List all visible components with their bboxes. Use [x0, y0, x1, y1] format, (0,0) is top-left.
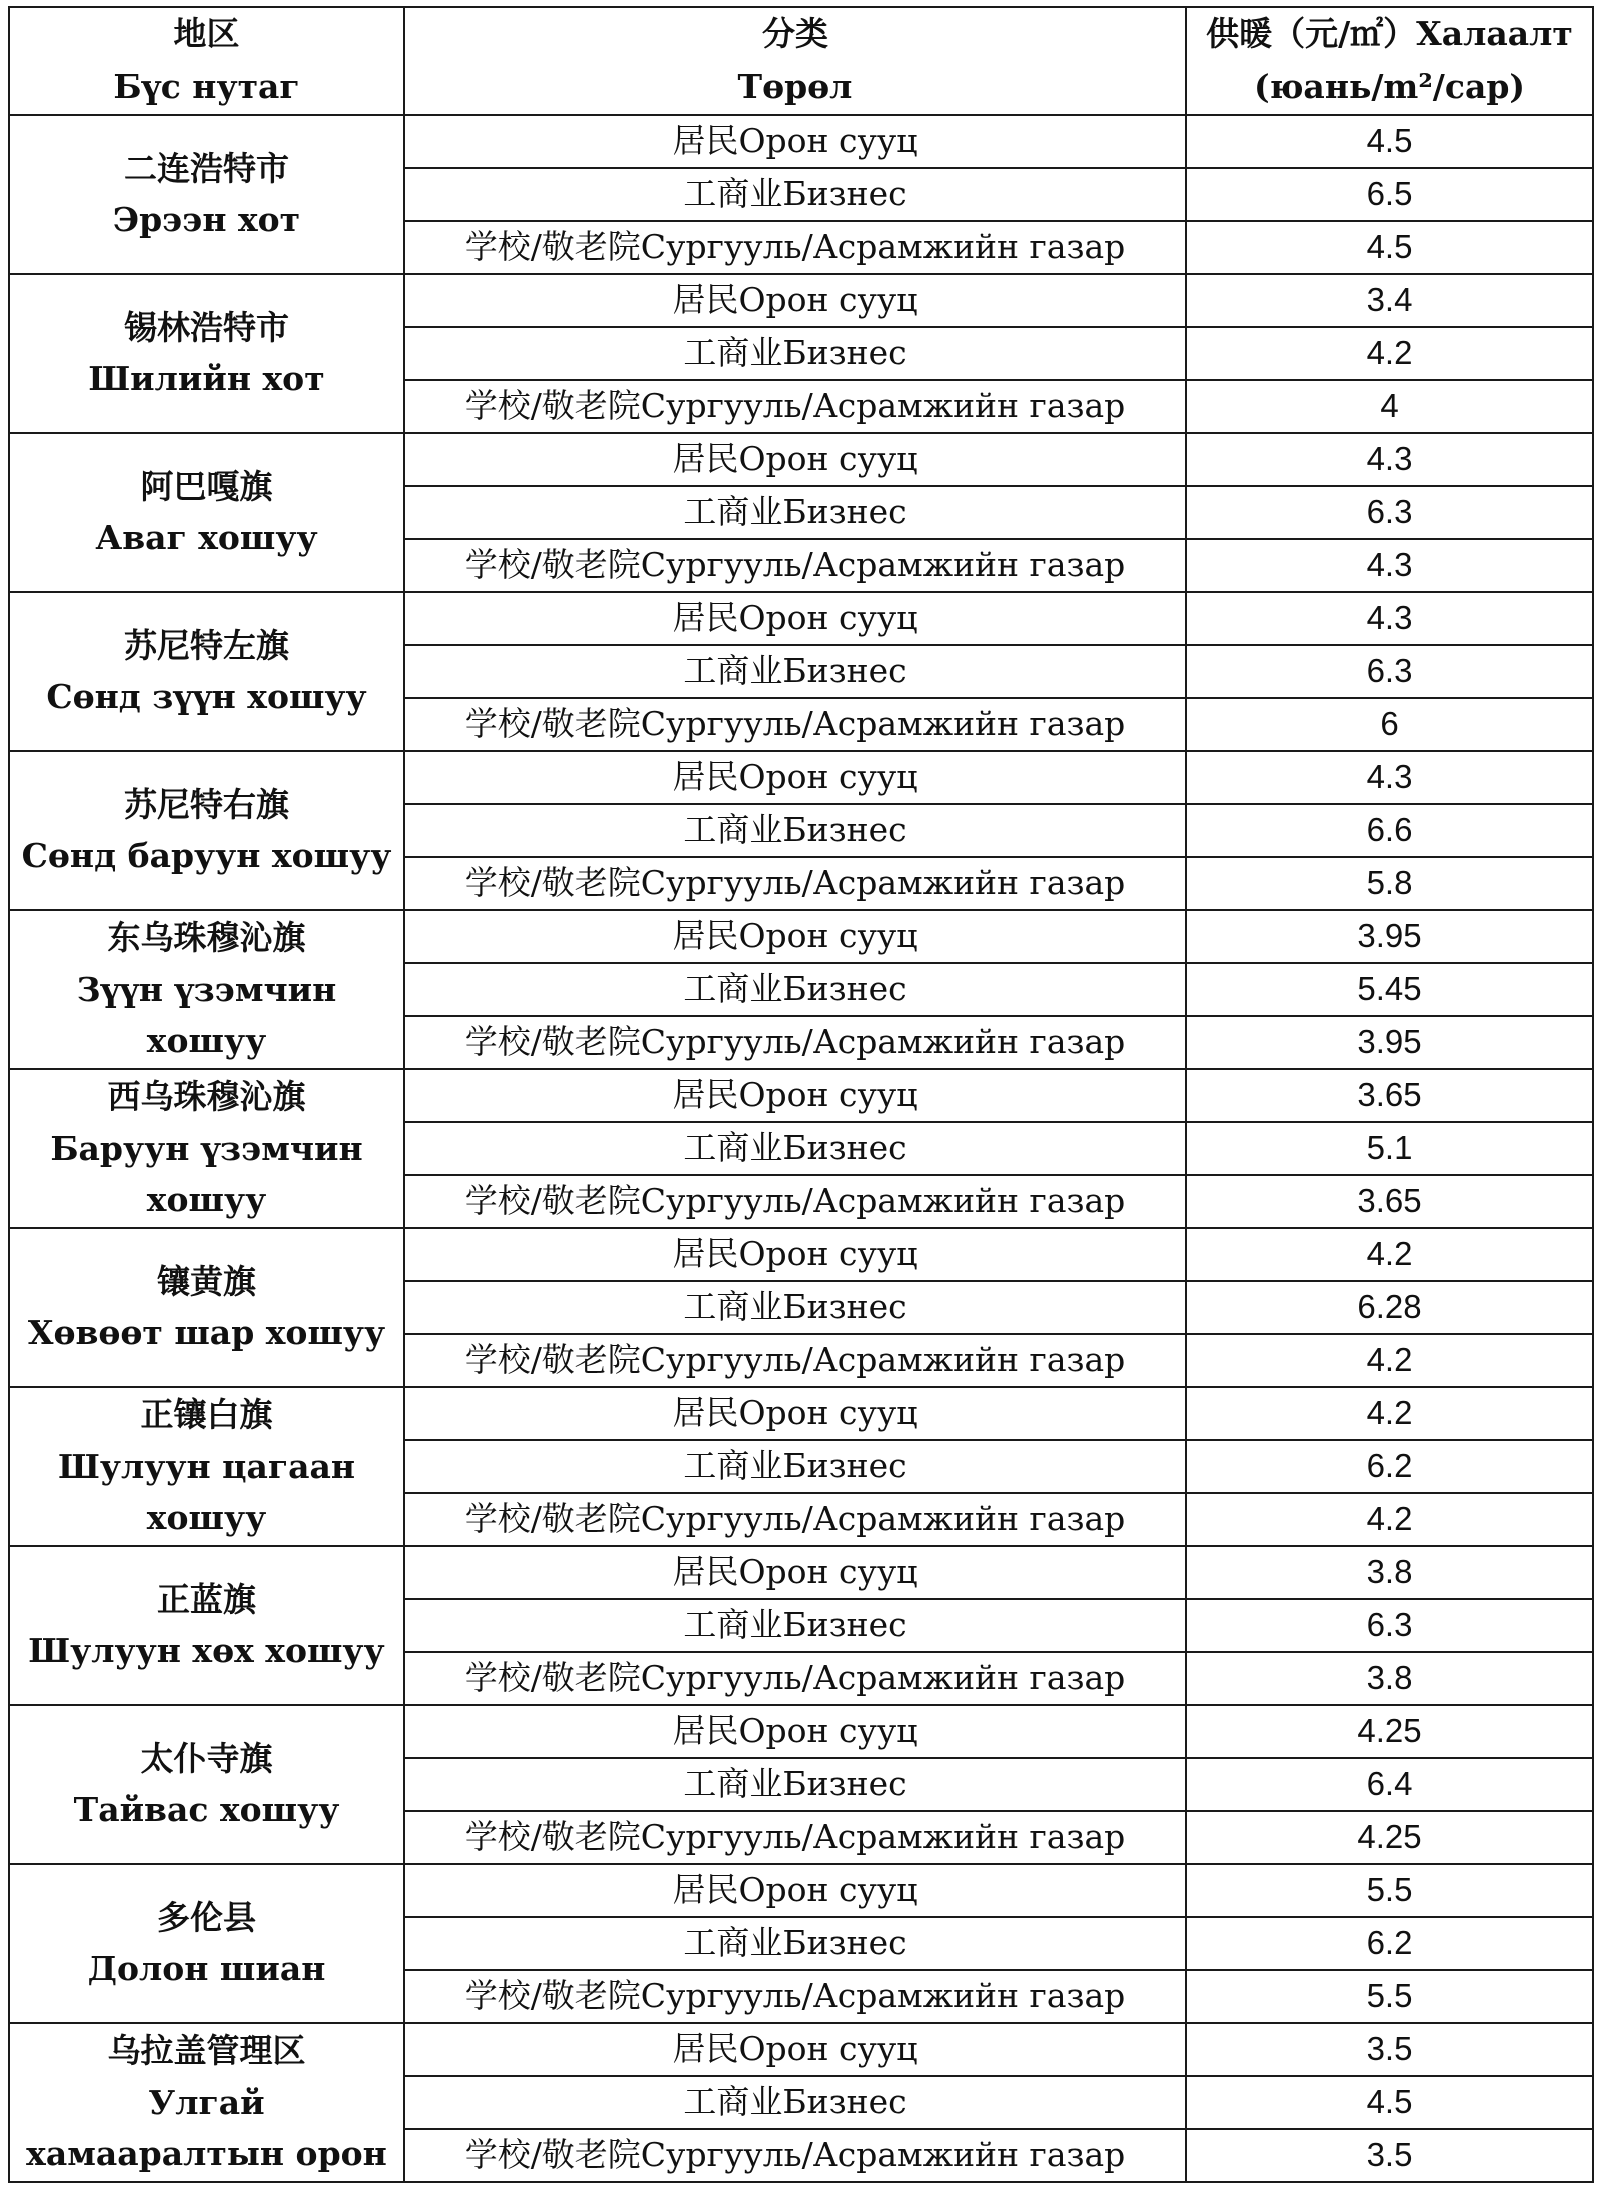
region-name-mn: Баруун үзэмчин хошуу [50, 1128, 363, 1219]
region-cell [9, 433, 404, 592]
table-row [9, 274, 1593, 327]
header-category-mn: Төрөл [737, 66, 853, 106]
price-cell: 6.6 [1186, 804, 1593, 857]
price-cell: 3.5 [1186, 2129, 1593, 2182]
region-name-mn: Хөвөөт шар хошуу [27, 1313, 386, 1353]
category-cell-business: 工商业Бизнес [404, 963, 1186, 1016]
category-cell-residential: 居民Орон сууц [404, 274, 1186, 327]
price-cell: 5.1 [1186, 1122, 1593, 1175]
price-cell: 5.45 [1186, 963, 1593, 1016]
category-cell-school: 学校/敬老院Сургууль/Асрамжийн газар [404, 1970, 1186, 2023]
category-cell-business: 工商业Бизнес [404, 1440, 1186, 1493]
region-cell [9, 751, 404, 910]
price-cell: 4.2 [1186, 1228, 1593, 1281]
category-cell-school: 学校/敬老院Сургууль/Асрамжийн газар [404, 1334, 1186, 1387]
price-cell: 4.5 [1186, 221, 1593, 274]
category-cell-residential: 居民Орон сууц [404, 1705, 1186, 1758]
table-row [9, 433, 1593, 486]
table-row [9, 751, 1593, 804]
table-row [9, 1546, 1593, 1599]
region-name-cn: 镶黄旗 [157, 1261, 256, 1301]
category-cell-school: 学校/敬老院Сургууль/Асрамжийн газар [404, 2129, 1186, 2182]
category-cell-business: 工商业Бизнес [404, 1917, 1186, 1970]
price-cell: 4.25 [1186, 1705, 1593, 1758]
category-cell-business: 工商业Бизнес [404, 2076, 1186, 2129]
price-cell: 6.2 [1186, 1440, 1593, 1493]
header-row [9, 7, 1593, 115]
price-cell: 4.2 [1186, 1493, 1593, 1546]
region-name-cn: 多伦县 [157, 1897, 256, 1937]
category-cell-residential: 居民Орон сууц [404, 1228, 1186, 1281]
category-cell-residential: 居民Орон сууц [404, 592, 1186, 645]
category-cell-school: 学校/敬老院Сургууль/Асрамжийн газар [404, 380, 1186, 433]
category-cell-business: 工商业Бизнес [404, 168, 1186, 221]
table-row [9, 592, 1593, 645]
region-cell [9, 2023, 404, 2182]
category-cell-school: 学校/敬老院Сургууль/Асрамжийн газар [404, 857, 1186, 910]
price-cell: 6.4 [1186, 1758, 1593, 1811]
price-cell: 4.25 [1186, 1811, 1593, 1864]
price-cell: 3.65 [1186, 1175, 1593, 1228]
region-cell [9, 1546, 404, 1705]
table-row [9, 1069, 1593, 1122]
price-cell: 3.8 [1186, 1546, 1593, 1599]
category-cell-residential: 居民Орон сууц [404, 1069, 1186, 1122]
header-category-cn: 分类 [762, 14, 828, 53]
region-cell [9, 1387, 404, 1546]
region-cell [9, 274, 404, 433]
table-row [9, 1705, 1593, 1758]
region-cell [9, 592, 404, 751]
price-cell: 4.2 [1186, 1334, 1593, 1387]
region-name-cn: 苏尼特左旗 [124, 625, 289, 665]
price-cell: 4.3 [1186, 751, 1593, 804]
region-name-cn: 西乌珠穆沁旗 [107, 1077, 306, 1117]
region-name-mn: Зүүн үзэмчин хошуу [76, 969, 337, 1060]
header-price-mn: (юань/m²/сар) [1253, 66, 1526, 106]
region-name-mn: Сөнд баруун хошуу [21, 836, 392, 876]
category-cell-residential: 居民Орон сууц [404, 1864, 1186, 1917]
category-cell-residential: 居民Орон сууц [404, 910, 1186, 963]
table-row [9, 1387, 1593, 1440]
price-cell: 6.3 [1186, 486, 1593, 539]
header-region-mn: Бүс нутаг [113, 66, 300, 106]
category-cell-school: 学校/敬老院Сургууль/Асрамжийн газар [404, 539, 1186, 592]
category-cell-school: 学校/敬老院Сургууль/Асрамжийн газар [404, 1811, 1186, 1864]
category-cell-school: 学校/敬老院Сургууль/Асрамжийн газар [404, 221, 1186, 274]
region-name-cn: 东乌珠穆沁旗 [107, 918, 306, 958]
category-cell-residential: 居民Орон сууц [404, 433, 1186, 486]
region-name-cn: 锡林浩特市 [124, 307, 289, 347]
region-name-mn: Шулуун цагаан хошуу [57, 1446, 356, 1537]
category-cell-school: 学校/敬老院Сургууль/Асрамжийн газар [404, 1652, 1186, 1705]
region-cell [9, 910, 404, 1069]
table-row [9, 1864, 1593, 1917]
region-cell [9, 115, 404, 274]
region-name-cn: 二连浩特市 [124, 148, 289, 188]
header-price-cn: 供暖（元/㎡）Халаалт [1206, 14, 1573, 53]
price-cell: 3.95 [1186, 1016, 1593, 1069]
region-name-cn: 乌拉盖管理区 [107, 2031, 306, 2071]
category-cell-business: 工商业Бизнес [404, 327, 1186, 380]
region-cell [9, 1864, 404, 2023]
price-cell: 4 [1186, 380, 1593, 433]
region-cell [9, 1228, 404, 1387]
price-cell: 4.3 [1186, 539, 1593, 592]
region-name-cn: 正蓝旗 [157, 1579, 256, 1619]
price-cell: 6.3 [1186, 1599, 1593, 1652]
category-cell-business: 工商业Бизнес [404, 1281, 1186, 1334]
price-cell: 4.5 [1186, 2076, 1593, 2129]
table-row [9, 2023, 1593, 2076]
region-name-mn: Шилийн хот [88, 359, 325, 399]
price-cell: 4.2 [1186, 1387, 1593, 1440]
category-cell-residential: 居民Орон сууц [404, 1387, 1186, 1440]
table-body [9, 115, 1593, 2182]
price-cell: 4.3 [1186, 433, 1593, 486]
region-name-mn: Сөнд зүүн хошуу [46, 677, 367, 717]
category-cell-residential: 居民Орон сууц [404, 1546, 1186, 1599]
price-cell: 6.2 [1186, 1917, 1593, 1970]
category-cell-business: 工商业Бизнес [404, 1599, 1186, 1652]
region-name-cn: 阿巴嘎旗 [140, 466, 273, 506]
category-cell-business: 工商业Бизнес [404, 645, 1186, 698]
header-region-cn: 地区 [173, 14, 240, 53]
price-cell: 6 [1186, 698, 1593, 751]
header-region [9, 7, 404, 115]
price-cell: 5.5 [1186, 1864, 1593, 1917]
region-name-mn: Эрээн хот [112, 200, 301, 240]
region-name-mn: Шулуун хөх хошуу [28, 1631, 385, 1671]
category-cell-residential: 居民Орон сууц [404, 2023, 1186, 2076]
region-name-mn: Долон шиан [87, 1949, 326, 1989]
region-name-cn: 正镶白旗 [140, 1395, 273, 1435]
price-cell: 5.8 [1186, 857, 1593, 910]
category-cell-residential: 居民Орон сууц [404, 751, 1186, 804]
region-cell [9, 1705, 404, 1864]
header-price [1186, 7, 1593, 115]
category-cell-school: 学校/敬老院Сургууль/Асрамжийн газар [404, 1016, 1186, 1069]
price-cell: 6.28 [1186, 1281, 1593, 1334]
category-cell-business: 工商业Бизнес [404, 1122, 1186, 1175]
region-name-mn: Аваг хошуу [95, 518, 318, 558]
table-row [9, 1228, 1593, 1281]
price-cell: 6.3 [1186, 645, 1593, 698]
price-cell: 3.5 [1186, 2023, 1593, 2076]
region-name-cn: 太仆寺旗 [140, 1738, 273, 1778]
category-cell-residential: 居民Орон сууц [404, 115, 1186, 168]
price-cell: 4.5 [1186, 115, 1593, 168]
price-cell: 4.3 [1186, 592, 1593, 645]
region-cell [9, 1069, 404, 1228]
price-cell: 3.95 [1186, 910, 1593, 963]
price-cell: 6.5 [1186, 168, 1593, 221]
price-cell: 3.4 [1186, 274, 1593, 327]
price-cell: 5.5 [1186, 1970, 1593, 2023]
category-cell-business: 工商业Бизнес [404, 1758, 1186, 1811]
table-row [9, 910, 1593, 963]
category-cell-business: 工商业Бизнес [404, 486, 1186, 539]
region-name-mn: Улгай хамааралтын орон [26, 2082, 387, 2173]
region-name-cn: 苏尼特右旗 [124, 784, 289, 824]
category-cell-school: 学校/敬老院Сургууль/Асрамжийн газар [404, 698, 1186, 751]
price-cell: 3.8 [1186, 1652, 1593, 1705]
price-cell: 4.2 [1186, 327, 1593, 380]
category-cell-school: 学校/敬老院Сургууль/Асрамжийн газар [404, 1493, 1186, 1546]
region-name-mn: Тайвас хошуу [73, 1790, 340, 1830]
table-row [9, 115, 1593, 168]
category-cell-school: 学校/敬老院Сургууль/Асрамжийн газар [404, 1175, 1186, 1228]
header-category [404, 7, 1186, 115]
category-cell-business: 工商业Бизнес [404, 804, 1186, 857]
price-cell: 3.65 [1186, 1069, 1593, 1122]
heating-price-table [8, 6, 1594, 2183]
